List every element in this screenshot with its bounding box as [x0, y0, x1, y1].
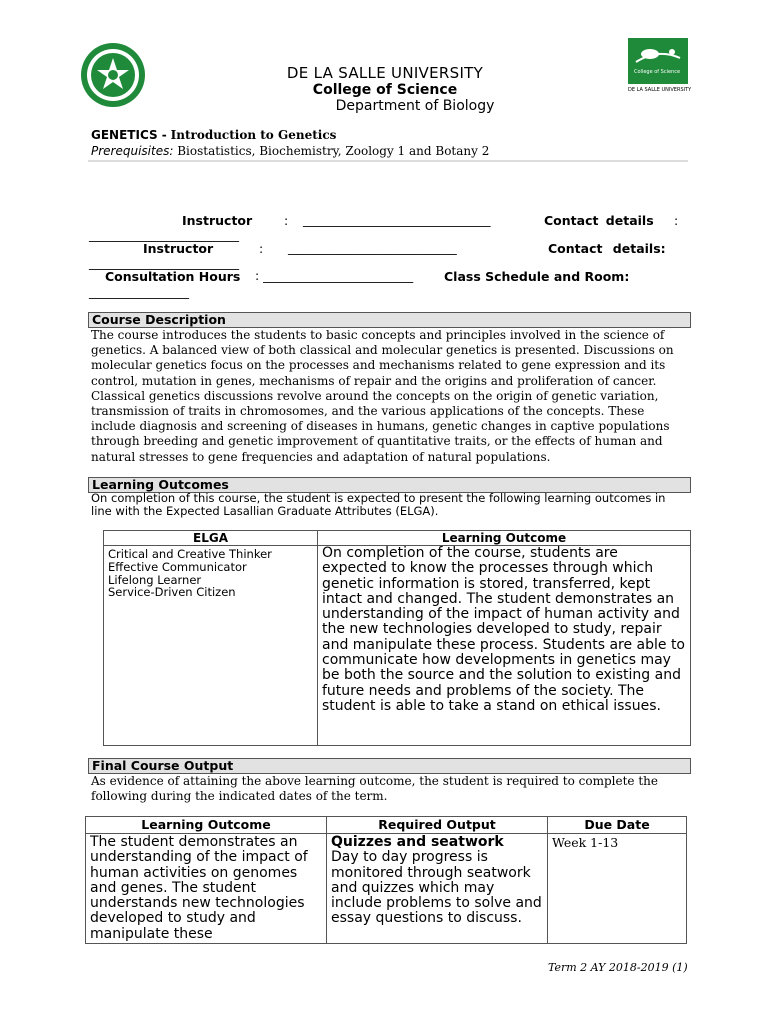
logo-text: College of Science [634, 69, 681, 75]
instructor-label: Instructor [182, 213, 253, 228]
learning-outcomes-heading: Learning Outcomes [88, 477, 691, 493]
elga-list [104, 546, 318, 746]
fco-due-header: Due Date [548, 817, 687, 834]
schedule-blank: ________________ [89, 284, 189, 299]
outcome-column-header: Learning Outcome [318, 531, 691, 546]
course-description-heading: Course Description [88, 312, 691, 328]
elga-item: Effective Communicator [108, 559, 247, 574]
logo-caption: DE LA SALLE UNIVERSITY [628, 87, 692, 93]
schedule-label: Class Schedule and Room: [444, 269, 630, 284]
instructor2-blank: ___________________________ [288, 240, 457, 255]
page-footer: Term 2 AY 2018-2019 (1) [548, 961, 688, 974]
fco-due-cell: Week 1-13 [548, 834, 687, 944]
instructor-colon: : [284, 213, 289, 228]
contact2-label: Contact details: [548, 241, 666, 256]
university-name: DE LA SALLE UNIVERSITY [286, 64, 484, 82]
elga-item: Service-Driven Citizen [108, 585, 236, 600]
contact2-blank: ________________________ [89, 255, 239, 270]
fco-output-cell [327, 834, 548, 944]
final-output-heading: Final Course Output [88, 758, 691, 774]
final-output-table [85, 816, 687, 944]
department-name: Department of Biology [335, 98, 495, 114]
college-name: College of Science [312, 82, 458, 98]
elga-item: Lifelong Learner [108, 572, 202, 587]
fco-outcome-header: Learning Outcome [86, 817, 327, 834]
instructor2-colon: : [259, 241, 264, 256]
header-divider [88, 160, 688, 162]
fco-outcome-cell: The student demonstrates an understanding of the impact of human activities on genomes and genes. The student understands new technologies developed to study and manipulate these [86, 834, 327, 944]
instructor-blank: ______________________________ [303, 212, 491, 227]
prereq-label: Prerequisites: [91, 144, 174, 158]
contact-label: Contact details [544, 213, 654, 228]
elga-table [103, 530, 691, 746]
contact-colon: : [674, 213, 679, 228]
elga-item: Critical and Creative Thinker [108, 547, 272, 561]
final-output-intro: As evidence of attaining the above learning outcome, the student is required to complete the following during the indicated dates of the term. [91, 774, 658, 804]
contact-blank: ________________________ [89, 227, 239, 242]
consultation-label: Consultation Hours [105, 269, 241, 284]
fco-output-text: Day to day progress is monitored through seatwork and quizzes which may include problems to solve and essay questions to discuss. [331, 849, 542, 927]
prerequisites [91, 144, 489, 158]
course-title [91, 128, 336, 142]
consultation-blank: : ________________________ [255, 268, 414, 283]
course-description-text: The course introduces the students to basic concepts and principles involved in the science of genetics. A balanced view of both classical and molecular genetics is presented. Discussions on molecular genetics focus on the processes and mechanisms related to gene expression and its control, mutation in genes, mechanisms of repair and the origins and proliferation of cancer. Classical genetics discussions revolve around the concepts on the origin of genetic variation, transmission of traits in chromosomes, and the various applications of the concepts. These include diagnosis and screening of diseases in humans, genetic changes in captive populations through breeding and genetic improvement of quantitative traits, or the effects of human and natural stresses to gene frequencies and adaptation of natural populations. [91, 328, 674, 464]
fco-output-title: Quizzes and seatwork [331, 834, 504, 850]
instructor2-label: Instructor [143, 241, 214, 256]
course-name: Introduction to Genetics [170, 128, 337, 142]
learning-outcomes-intro: On completion of this course, the student is expected to present the following learning outcomes in line with the Expected Lasallian Graduate Attributes (ELGA). [91, 491, 666, 518]
prereq-value: Biostatistics, Biochemistry, Zoology 1 and Botany 2 [177, 144, 490, 158]
course-code: GENETICS - [91, 128, 167, 142]
fco-output-header: Required Output [327, 817, 548, 834]
elga-column-header: ELGA [104, 531, 318, 546]
learning-outcome-text: On completion of the course, students are expected to know the processes through which genetic information is stored, transferred, kept intact and changed. The student demonstrates an understanding of the impact of human activity and the new technologies developed to study, repair and manipulate these process. Students are able to communicate how developments in genetics may be both the source and the solution to existing and future needs and problems of the society. The student is able to take a stand on ethical issues. [318, 546, 691, 746]
